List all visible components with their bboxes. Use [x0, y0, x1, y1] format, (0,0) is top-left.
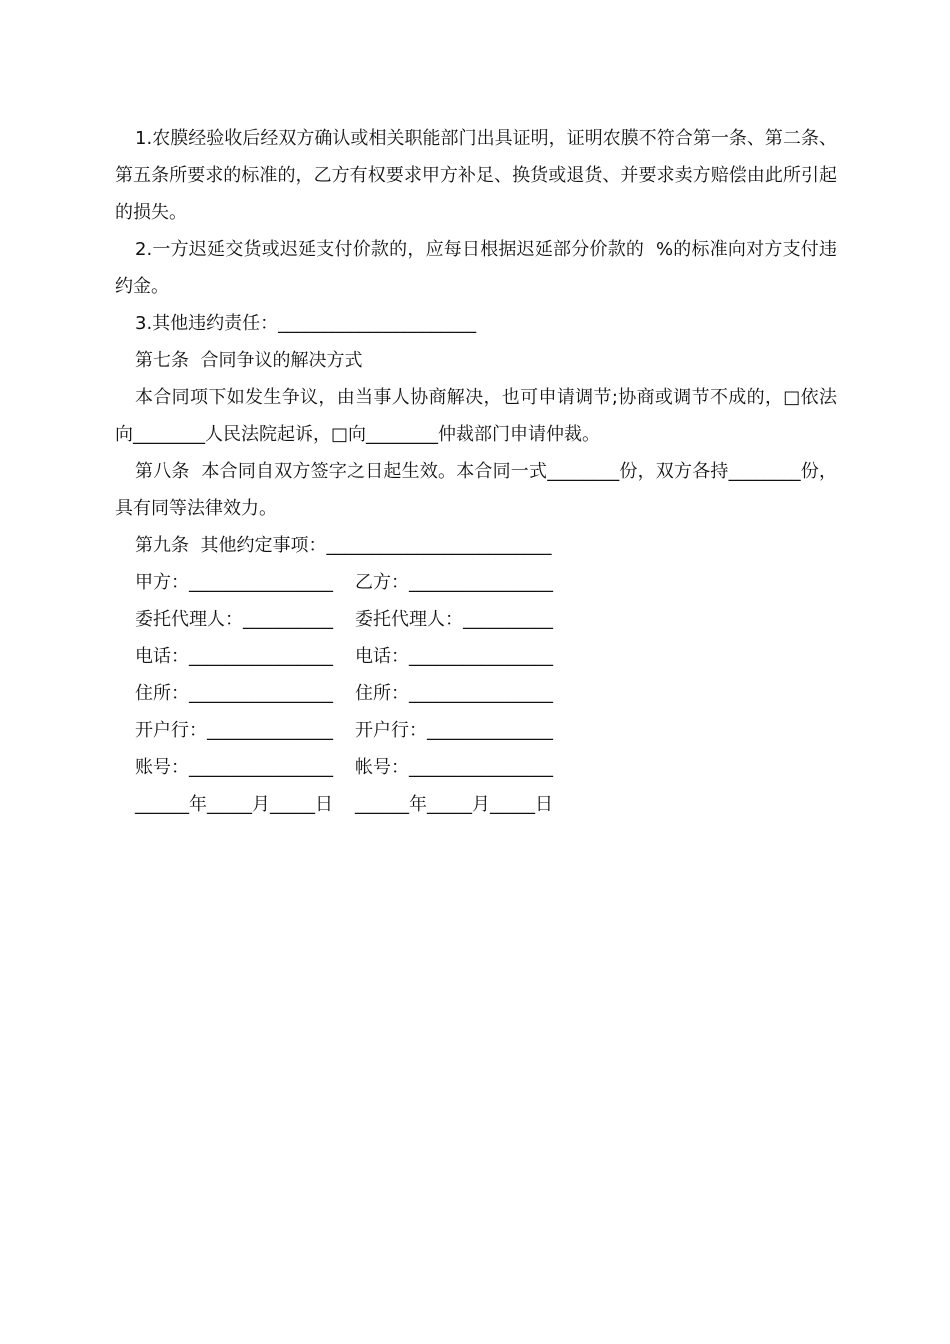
article-7-body: 本合同项下如发生争议，由当事人协商解决，也可申请调节;协商或调节不成的，□依法向________人民法院起诉，□向________仲裁部门申请仲裁。 [115, 387, 837, 445]
party-a-account: 账号：________________ [135, 757, 333, 778]
party-a-date: ______年_____月_____日 [135, 794, 333, 815]
party-b-phone: 电话：________________ [355, 646, 553, 667]
article-9: 第九条 其他约定事项：_________________________ [135, 535, 552, 556]
party-b-address: 住所：________________ [355, 683, 553, 704]
clause-6-3: 3.其他违约责任：______________________ [135, 313, 477, 334]
party-a-phone: 电话：________________ [135, 646, 333, 667]
party-a-bank: 开户行：______________ [135, 720, 333, 741]
party-a-name: 甲方：________________ [135, 572, 333, 593]
clause-6-2: 2.一方迟延交货或迟延支付价款的，应每日根据迟延部分价款的 %的标准向对方支付违约金。 [115, 239, 837, 297]
article-8: 第八条 本合同自双方签字之日起生效。本合同一式________份，双方各持________份，具有同等法律效力。 [115, 461, 837, 519]
party-a-address: 住所：________________ [135, 683, 333, 704]
clause-6-1: 1.农膜经验收后经双方确认或相关职能部门出具证明，证明农膜不符合第一条、第二条、第五条所要求的标准的，乙方有权要求甲方补足、换货或退货、并要求卖方赔偿由此所引起的损失。 [115, 128, 837, 223]
article-7-title: 第七条 合同争议的解决方式 [135, 350, 363, 371]
party-b-date: ______年_____月_____日 [355, 794, 553, 815]
party-b-account: 帐号：________________ [355, 757, 553, 778]
party-b-bank: 开户行：______________ [355, 720, 553, 741]
party-a-agent: 委托代理人：__________ [135, 609, 333, 630]
party-b-name: 乙方：________________ [355, 572, 553, 593]
party-b-agent: 委托代理人：__________ [355, 609, 553, 630]
